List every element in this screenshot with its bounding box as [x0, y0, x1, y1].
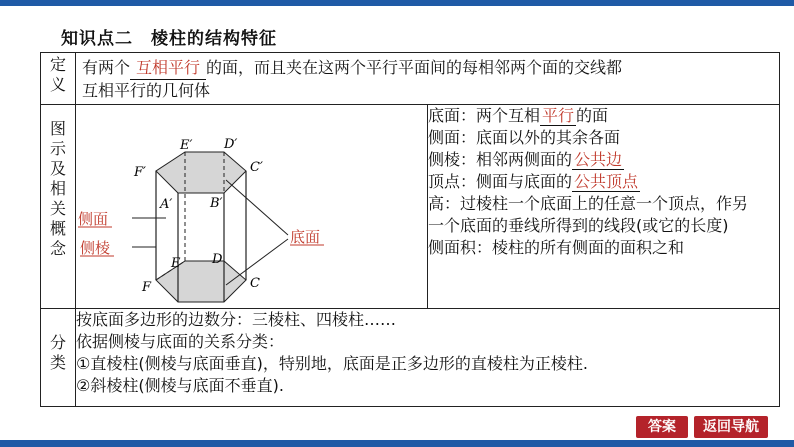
bottom-base-shape	[156, 261, 246, 302]
top-bar	[0, 0, 794, 6]
concept-area: 侧面积：棱柱的所有侧面的面积之和	[428, 238, 685, 257]
figure-label	[41, 105, 76, 309]
answer-button[interactable]: 答案	[636, 416, 688, 438]
vertex-label: C′	[250, 160, 263, 175]
base-label: 底面	[290, 228, 321, 246]
label-char: 分	[49, 333, 66, 352]
label-char: 示	[49, 139, 66, 158]
page-title: 知识点二 棱柱的结构特征	[61, 29, 277, 49]
label-char: 图	[49, 119, 66, 138]
label-char: 定	[49, 55, 66, 74]
concept-vertex: 顶点：侧面与底面的 公共顶点	[428, 172, 639, 191]
classification-line: 依据侧棱与底面的关系分类：	[76, 332, 285, 351]
vertex-label: B′	[210, 196, 223, 211]
prism-diagram	[76, 105, 342, 304]
side-face-label: 侧面	[78, 210, 109, 228]
definition-cell	[76, 53, 780, 105]
vertex-label	[165, 303, 175, 304]
edge-blank: 公共边	[574, 150, 623, 169]
label-char: 念	[49, 239, 66, 258]
figure-cell	[76, 105, 428, 309]
concept-base: 底面：两个互相 平行 的面	[428, 106, 609, 125]
definition-text: 有两个	[82, 58, 131, 77]
top-base-shape	[156, 152, 246, 193]
vertex-label: D	[212, 252, 223, 267]
label-char: 关	[49, 199, 66, 218]
concept-height-2: 一个底面的垂线所得到的线段(或它的长度)	[428, 216, 729, 235]
back-navigation-button[interactable]: 返回导航	[694, 416, 768, 438]
classification-line: ①直棱柱(侧棱与底面垂直)，特别地，底面是正多边形的直棱柱为正棱柱.	[76, 354, 588, 373]
classification-line: 按底面多边形的边数分：三棱柱、四棱柱……	[76, 310, 397, 329]
side-edge-label: 侧棱	[80, 239, 111, 257]
label-char: 义	[49, 75, 66, 94]
vertex-label	[220, 303, 231, 304]
definition-blank: 互相平行	[130, 57, 206, 80]
content-table	[40, 52, 780, 407]
concept-edge: 侧棱：相邻两侧面的 公共边	[428, 150, 623, 169]
label-char: 类	[49, 353, 66, 372]
definition-text: 互相平行的几何体	[82, 81, 211, 100]
pointer-line	[226, 180, 288, 235]
bottom-bar	[0, 440, 794, 447]
classification-line: ②斜棱柱(侧棱与底面不垂直).	[76, 376, 284, 395]
classification-label	[41, 309, 76, 407]
label-char: 及	[49, 159, 66, 178]
definition-label	[41, 53, 76, 105]
vertex-label: D′	[224, 137, 238, 152]
classification-cell	[76, 309, 780, 407]
vertex-label: A′	[160, 197, 173, 212]
vertex-label: E	[171, 256, 181, 271]
base-blank: 平行	[542, 106, 575, 125]
label-char: 概	[49, 219, 66, 238]
vertex-label: F′	[134, 165, 146, 180]
vertex-label: E′	[180, 138, 193, 153]
concepts-cell	[428, 105, 780, 309]
vertex-label: F	[142, 280, 152, 295]
vertex-label: C	[250, 276, 260, 291]
vertex-blank: 公共顶点	[574, 172, 639, 191]
concept-lateral: 侧面：底面以外的其余各面	[428, 128, 621, 147]
definition-text: 的面，而且夹在这两个平行平面间的每相邻两个面的交线都	[206, 58, 623, 77]
label-char: 相	[49, 179, 66, 198]
concept-height-1: 高：过棱柱一个底面上的任意一个顶点，作另	[428, 194, 749, 213]
